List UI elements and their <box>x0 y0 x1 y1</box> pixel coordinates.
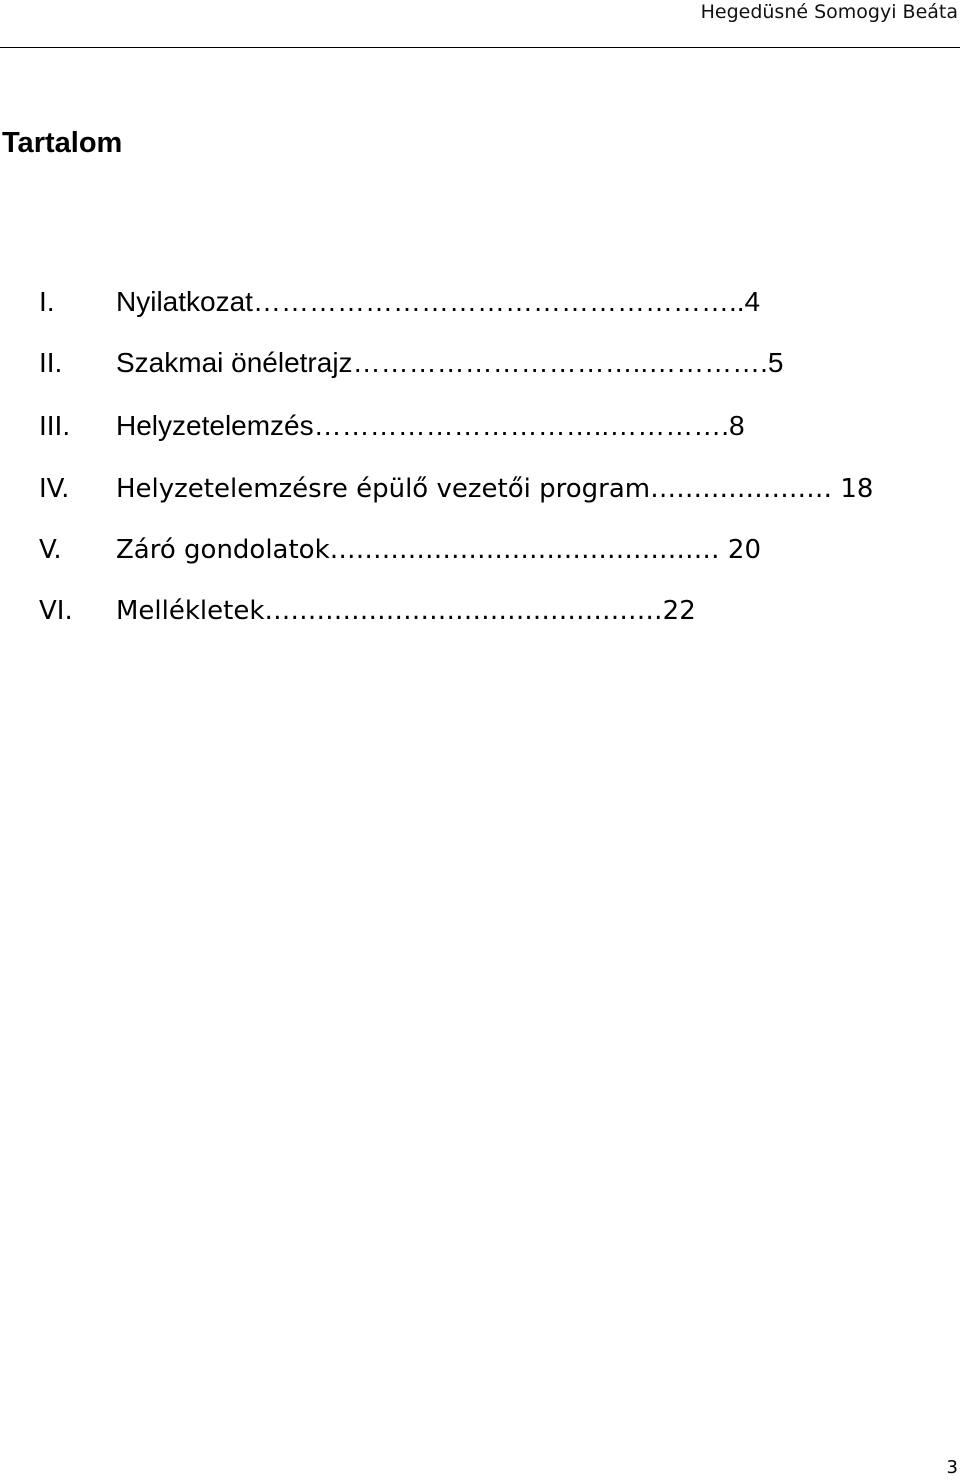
toc-item-number: II. <box>39 347 63 378</box>
toc-item-leader: ……………………………………… <box>329 535 728 565</box>
toc-item-leader: …………………………………………….. <box>252 286 745 317</box>
toc-item-number: I. <box>39 286 55 317</box>
toc-item-label: Záró gondolatok <box>116 535 330 565</box>
toc-item-page: 22 <box>662 596 696 626</box>
toc-item-entry <box>116 530 761 570</box>
toc-item-entry <box>116 591 696 631</box>
toc-item-label: Helyzetelemzés <box>116 410 314 441</box>
toc-item-number: IV. <box>39 474 70 504</box>
toc-item-leader: ………………………….…………… <box>264 596 663 626</box>
toc-item-entry <box>116 282 760 322</box>
toc-item-entry <box>116 406 745 446</box>
toc-item-leader: ………………… <box>650 474 841 504</box>
toc-item-entry <box>116 469 873 509</box>
toc-item-number: III. <box>39 410 71 441</box>
toc-item[interactable] <box>0 282 960 322</box>
toc-item-leader: …………………………..…………. <box>352 347 768 378</box>
toc-item-entry <box>116 343 783 383</box>
toc-list <box>0 0 960 700</box>
page-header-author: Hegedüsné Somogyi Beáta <box>700 1 958 23</box>
toc-item[interactable] <box>0 530 960 570</box>
toc-item-label: Mellékletek <box>116 596 265 626</box>
toc-item[interactable] <box>0 406 960 446</box>
footer-page-number: 3 <box>946 1457 958 1478</box>
toc-item-page: 4 <box>744 286 761 317</box>
toc-item-label: Szakmai önéletrajz <box>116 347 353 378</box>
toc-item-page: 5 <box>767 347 784 378</box>
toc-item[interactable] <box>0 591 960 631</box>
toc-item-label: Helyzetelemzésre épülő vezetői program <box>116 474 651 504</box>
toc-item-leader: …………………………..…………. <box>313 410 729 441</box>
toc-item-page: 8 <box>728 410 745 441</box>
toc-title: Tartalom <box>2 127 123 159</box>
toc-item-page: 18 <box>840 474 874 504</box>
toc-item-page: 20 <box>727 535 762 565</box>
toc-item-number: V. <box>39 535 62 565</box>
toc-item[interactable] <box>0 343 960 383</box>
toc-item-number: VI. <box>39 596 73 626</box>
toc-item[interactable] <box>0 469 960 509</box>
toc-item-label: Nyilatkozat <box>116 286 253 317</box>
